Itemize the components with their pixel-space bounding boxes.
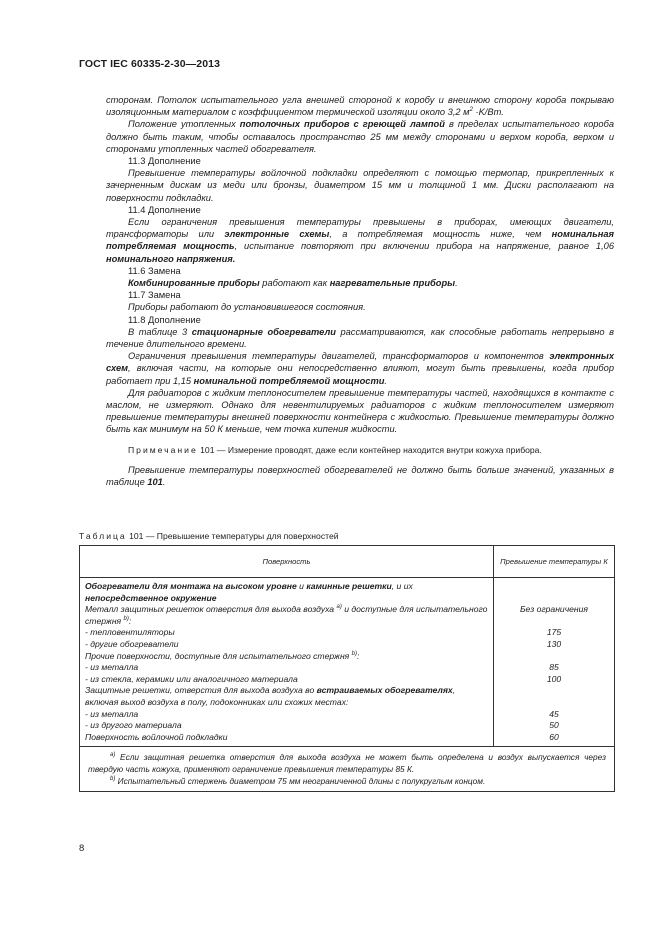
surface-cell: - из другого материала — [80, 720, 494, 732]
surface-cell: - тепловентиляторы — [80, 627, 494, 639]
temperature-cell — [494, 578, 615, 605]
temperature-cell: 50 — [494, 720, 615, 732]
surface-cell: Металл защитных решеток отверстия для выхода воздуха $^{а)}$ и доступные для испытательного стержня $^{b)}$: — [80, 604, 494, 627]
temperature-cell: Без ограничения — [494, 604, 615, 627]
surface-cell: Обогреватели для монтажа на высоком уровне и каминные решетки, и их непосредственное окружение — [80, 578, 494, 605]
column-header-surface: Поверхность — [80, 546, 494, 578]
table-caption-label: Таблица — [79, 531, 127, 541]
paragraph: Комбинированные приборы работают как нагревательные приборы. — [128, 278, 458, 289]
paragraph: В таблице 3 стационарные обогреватели рассматриваются, как способные работать непрерывно в течение длительного времени. — [106, 326, 614, 350]
table-row — [80, 685, 615, 708]
temperature-cell: 100 — [494, 674, 615, 686]
table-caption — [79, 531, 339, 541]
paragraph: Превышение температуры войлочной подкладки определяют с помощью термопар, прикрепленных к зачерненным дискам из меди или бронзы, диаметром 15 мм и толщиной 1 мм. Диски располагают на поверхности подкладки. — [106, 168, 614, 203]
paragraph: Для радиаторов с жидким теплоносителем превышение температуры частей, находящихся в контакте с маслом, не измеряют. Однако для невентилируемых радиаторов с жидким теплоносителем измеряют превышение температуры внешней поверхности контейнера с жидкостью. Превышение температуры должно быть как минимум на 50 К меньше, чем точка кипения жидкости. — [106, 387, 614, 435]
paragraph: Приборы работают до установившегося состояния. — [128, 302, 366, 313]
section-heading: 11.3 Дополнение — [128, 156, 201, 167]
footnote: $^{а)}$ Если защитная решетка отверстия для выхода воздуха не может быть определена и воздух выпускается через твердую часть кожуха, применяют ограничение превышения температуры 85 К. — [88, 752, 606, 775]
table-row — [80, 674, 615, 686]
body-text — [106, 94, 614, 488]
temperature-cell: 175 — [494, 627, 615, 639]
document-header: ГОСТ IEC 60335-2-30—2013 — [79, 58, 221, 70]
surface-cell: - из металла — [80, 709, 494, 721]
note — [106, 444, 614, 456]
surface-cell: - из стекла, керамики или аналогичного материала — [80, 674, 494, 686]
section-heading: 11.4 Дополнение — [128, 204, 201, 215]
section-heading: 11.6 Замена — [128, 265, 181, 276]
page-number: 8 — [79, 843, 85, 854]
section-heading: 11.7 Замена — [128, 290, 181, 301]
table-caption-text: 101 — Превышение температуры для поверхностей — [126, 531, 339, 541]
surface-cell: Прочие поверхности, доступные для испытательного стержня $^{b)}$: — [80, 651, 494, 663]
paragraph: сторонам. Потолок испытательного угла внешней стороной к коробу и внешнюю сторону короба покрываю изоляционным материалом с коэффициентом термической изоляции около 3,2 $м^2 \cdot K/Вт$. — [106, 95, 614, 118]
footnote: $^{b)}$ Испытательный стержень диаметром 75 мм неограниченной длины с полукруглым концом. — [110, 776, 486, 787]
table-row — [80, 720, 615, 732]
paragraph: Ограничения превышения температуры двигателей, трансформаторов и компонентов электронных схем, включая части, на которые они непосредственно влияют, могут быть превышены, когда прибор работает при 1,15 номинальной потребляемой мощности. — [106, 351, 614, 386]
temperature-table — [79, 545, 615, 792]
surface-cell: Защитные решетки, отверстия для выхода воздуха во встраиваемых обогревателях, включая выход воздуха в полу, подоконниках или схожих местах: — [80, 685, 494, 708]
section-heading: 11.8 Дополнение — [128, 314, 201, 325]
table-row — [80, 604, 615, 627]
table-row — [80, 627, 615, 639]
temperature-cell: 60 — [494, 732, 615, 747]
surface-cell: - другие обогреватели — [80, 639, 494, 651]
table-row — [80, 709, 615, 721]
table-row — [80, 732, 615, 747]
surface-cell: - из металла — [80, 662, 494, 674]
table-footnotes — [80, 747, 615, 792]
temperature-cell — [494, 651, 615, 663]
column-header-temperature: Превышение температуры К — [494, 546, 615, 578]
table-row — [80, 662, 615, 674]
footnotes-cell — [80, 747, 615, 792]
table-row — [80, 578, 615, 605]
temperature-cell: 45 — [494, 709, 615, 721]
temperature-cell — [494, 685, 615, 708]
paragraph: Превышение температуры поверхностей обогревателей не должно быть больше значений, указанных в таблице 101. — [106, 464, 614, 488]
surface-cell: Поверхность войлочной подкладки — [80, 732, 494, 747]
temperature-cell: 130 — [494, 639, 615, 651]
table-row — [80, 651, 615, 663]
note-label: Примечание — [128, 444, 198, 455]
table-row — [80, 639, 615, 651]
temperature-cell: 85 — [494, 662, 615, 674]
note-text: 101 — Измерение проводят, даже если контейнер находится внутри кожуха прибора. — [197, 444, 542, 455]
paragraph: Положение утопленных потолочных приборов с греющей лампой в пределах испытательного короба должно быть таким, чтобы оставалось пространство 25 мм между сторонами и верхом короба, верхом и сторонами утопленных частей обогревателя. — [106, 119, 615, 154]
paragraph: Если ограничения превышения температуры превышены в приборах, имеющих двигатели, трансформаторы или электронные схемы, а потребляемая мощность ниже, чем номинальная потребляемая мощность, испытание повторяют при включении прибора на напряжение, равное 1,06 номинального напряжения. — [106, 217, 614, 264]
